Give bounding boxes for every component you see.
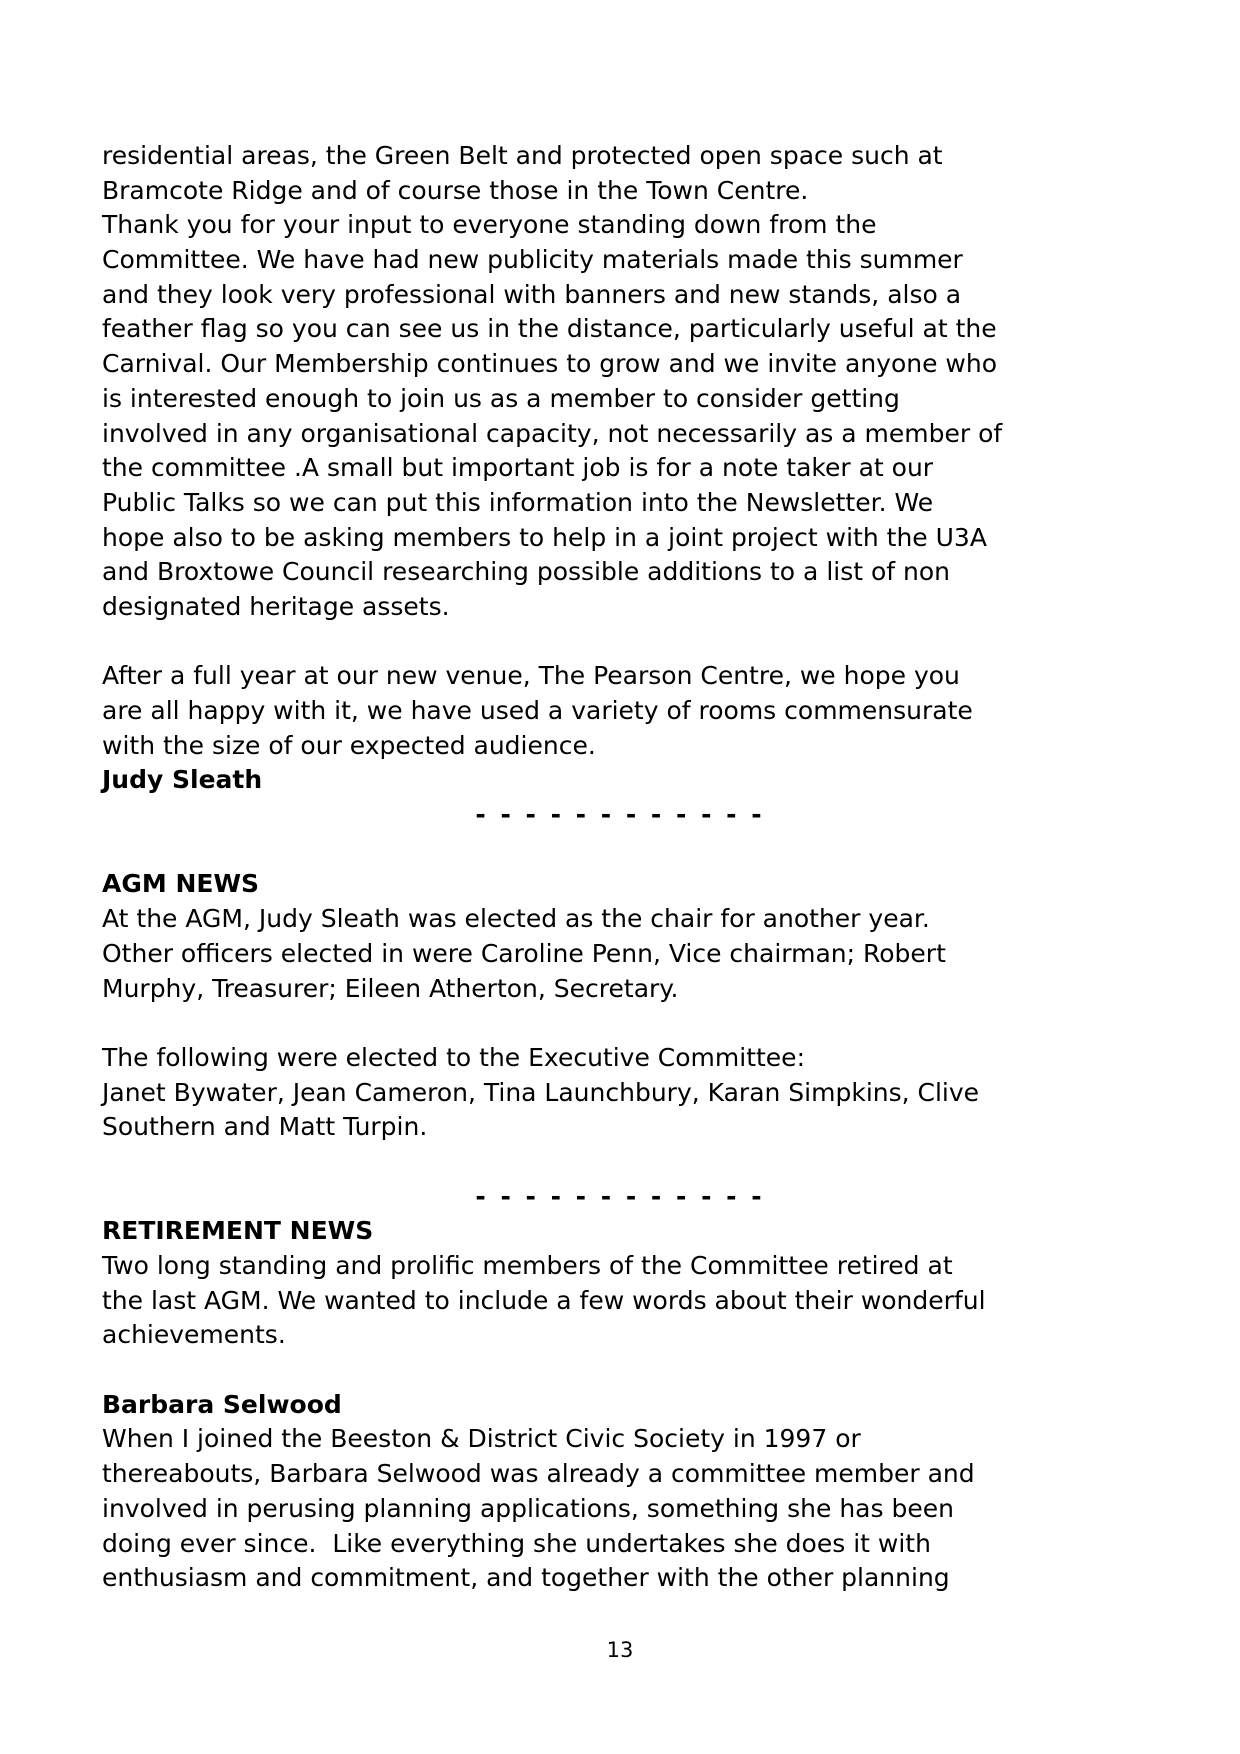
text-line: Other officers elected in were Caroline Penn, Vice chairman; Robert [102, 938, 946, 968]
text-line: the last AGM. We wanted to include a few words about their wonderful [102, 1285, 986, 1315]
text-line: Murphy, Treasurer; Eileen Atherton, Secretary. [102, 973, 679, 1003]
section-divider: - - - - - - - - - - - - [475, 800, 765, 830]
heading: AGM NEWS [102, 869, 260, 899]
text-line: Two long standing and prolific members of the Committee retired at [102, 1251, 953, 1280]
text-line: involved in any organisational capacity, not necessarily as a member of [102, 418, 1003, 448]
text-line: residential areas, the Green Belt and protected open space such at [102, 141, 943, 170]
text-line: involved in perusing planning applications, something she has been [102, 1493, 954, 1523]
text-line: enthusiasm and commitment, and together with the other planning [102, 1563, 950, 1593]
text-line: At the AGM, Judy Sleath was elected as the chair for another year. [102, 904, 930, 934]
text-line: Public Talks so we can put this information into the Newsletter. We [102, 487, 934, 517]
section-divider: - - - - - - - - - - - - [475, 1181, 765, 1211]
text-line: Carnival. Our Membership continues to grow and we invite anyone who [102, 349, 998, 379]
text-line: thereabouts, Barbara Selwood was already a committee member and [102, 1459, 975, 1489]
text-line: Janet Bywater, Jean Cameron, Tina Launchbury, Karan Simpkins, Clive [102, 1077, 980, 1107]
page-content [102, 139, 1162, 1596]
page-number: 13 [606, 1638, 634, 1662]
blank-line [102, 1353, 1162, 1388]
blank-line [102, 625, 1162, 660]
text-line: and they look very professional with banners and new stands, also a [102, 279, 962, 309]
text-line: designated heritage assets. [102, 591, 450, 621]
text-line: the committee .A small but important job is for a note taker at our [102, 453, 934, 483]
text-line: hope also to be asking members to help in a joint project with the U3A [102, 522, 987, 552]
text-line: Committee. We have had new publicity materials made this summer [102, 245, 963, 275]
heading: Barbara Selwood [102, 1389, 342, 1419]
blank-line [102, 833, 1162, 868]
blank-line [102, 1006, 1162, 1041]
text-line: Southern and Matt Turpin. [102, 1112, 428, 1142]
text-line: with the size of our expected audience. [102, 730, 596, 760]
text-line: The following were elected to the Executive Committee: [102, 1042, 805, 1072]
blank-line [102, 1145, 1162, 1180]
text-line: feather flag so you can see us in the distance, particularly useful at the [102, 314, 997, 344]
text-line: When I joined the Beeston & District Civic Society in 1997 or [102, 1424, 861, 1454]
text-line: and Broxtowe Council researching possible additions to a list of non [102, 557, 951, 587]
text-line: Thank you for your input to everyone standing down from the [102, 210, 877, 240]
text-line: Bramcote Ridge and of course those in the Town Centre. [102, 175, 809, 205]
text-line: After a full year at our new venue, The Pearson Centre, we hope you [102, 661, 960, 691]
text-line: doing ever since. Like everything she undertakes she does it with [102, 1528, 931, 1558]
text-line: achievements. [102, 1320, 286, 1350]
text-line: is interested enough to join us as a member to consider getting [102, 383, 900, 413]
heading: Judy Sleath [102, 765, 263, 795]
text-line: are all happy with it, we have used a variety of rooms commensurate [102, 696, 973, 725]
heading: RETIREMENT NEWS [102, 1216, 374, 1246]
